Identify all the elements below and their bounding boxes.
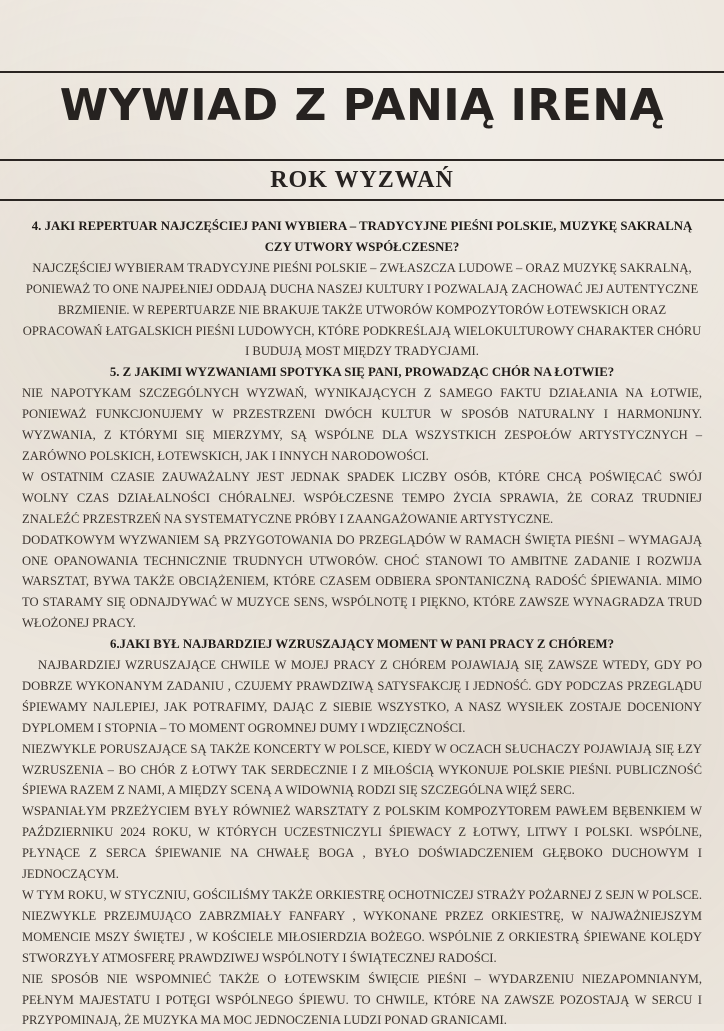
question-heading: 6.JAKI BYŁ NAJBARDZIEJ WZRUSZAJĄCY MOMENT W PANI PRACY Z CHÓREM? <box>109 637 615 652</box>
section-q4 <box>22 216 702 362</box>
top-rule <box>0 71 724 73</box>
question-heading: 5. Z JAKIMI WYZWANIAMI SPOTYKA SIĘ PANI, PROWADZĄC CHÓR NA ŁOTWIE? <box>109 365 615 380</box>
question-heading: 4. JAKI REPERTUAR NAJCZĘŚCIEJ PANI WYBIERA – TRADYCYJNE PIEŚNI POLSKIE, MUZYKĘ SAKRALNĄ CZY UTWORY WSPÓŁCZESNE? <box>31 219 693 254</box>
section-q5 <box>22 362 702 634</box>
answer-paragraph: NAJCZĘŚCIEJ WYBIERAM TRADYCYJNE PIEŚNI POLSKIE – ZWŁASZCZA LUDOWE – ORAZ MUZYKĘ SAKRALNĄ, PONIEWAŻ TO ONE NAJPEŁNIEJ ODDAJĄ DUCHA NASZEJ KULTURY I POZWALAJĄ ZACHOWAĆ JEJ AUTENTYCZNE BRZMIENIE. W REPERTUARZE NIE BRAKUJE TAKŻE UTWORÓW KOMPOZYTORÓW ŁOTEWSKICH ORAZ OPRACOWAŃ ŁATGALSKICH PIEŚNI LUDOWYCH, KTÓRE PODKREŚLAJĄ WIELOKULTUROWY CHARAKTER CHÓRU I BUDUJĄ MOST MIĘDZY TRADYCJAMI. <box>22 260 702 359</box>
answer-paragraph: NIEZWYKLE PORUSZAJĄCE SĄ TAKŻE KONCERTY W POLSCE, KIEDY W OCZACH SŁUCHACZY POJAWIAJĄ SIĘ ŁZY WZRUSZENIA – BO CHÓR Z ŁOTWY TAK SERDECZNIE I Z MIŁOŚCIĄ WYKONUJE POLSKIE PIEŚNI. PUBLICZNOŚĆ ŚPIEWA RAZEM Z NAMI, A MIĘDZY SCENĄ A WIDOWNIĄ RODZI SIĘ SZCZEGÓLNA WIĘŹ SERC. <box>22 741 702 798</box>
section-q6 <box>22 634 702 1031</box>
page-title: WYWIAD Z PANIĄ IRENĄ <box>59 80 665 131</box>
answer-paragraph: WSPANIAŁYM PRZEŻYCIEM BYŁY RÓWNIEŻ WARSZTATY Z POLSKIM KOMPOZYTOREM PAWŁEM BĘBENKIEM W PAŹDZIERNIKU 2024 ROKU, W KTÓRYCH UCZESTNICZYLI ŚPIEWACY Z ŁOTWY, LITWY I POLSKI. WSPÓLNE, PŁYNĄCE Z SERCA ŚPIEWANIE NA CHWAŁĘ BOGA , BYŁO DOŚWIADCZENIEM GŁĘBOKO DUCHOWYM I JEDNOCZĄCYM. <box>22 804 702 882</box>
answer-paragraph: NAJBARDZIEJ WZRUSZAJĄCE CHWILE W MOJEJ PRACY Z CHÓREM POJAWIAJĄ SIĘ ZAWSZE WTEDY, GDY PO DOBRZE WYKONANYM ZADANIU , CZUJEMY PRAWDZIWĄ SATYSFAKCJĘ I JEDNOŚĆ. GDY PODCZAS PRZEGLĄDU ŚPIEWAMY NAJLEPIEJ, JAK POTRAFIMY, DAJĄC Z SIEBIE WSZYSTKO, A NASZ WYSIŁEK ZOSTAJE DOCENIONY DYPLOMEM I STOPNIA – TO MOMENT OGROMNEJ DUMY I WDZIĘCZNOŚCI. <box>22 658 702 735</box>
answer-paragraph: DODATKOWYM WYZWANIEM SĄ PRZYGOTOWANIA DO PRZEGLĄDÓW W RAMACH ŚWIĘTA PIEŚNI – WYMAGAJĄ ONE OPANOWANIA TECHNICZNIE TRUDNYCH UTWORÓW. CHOĆ STANOWI TO AMBITNE ZADANIE I ROZWIJA WARSZTAT, BYWA TAKŻE OBCIĄŻENIEM, KTÓRE CZASEM ODBIERA SPONTANICZNĄ RADOŚĆ ŚPIEWANIA. MIMO TO STARAMY SIĘ ODNAJDYWAĆ W MUZYCE SENS, WSPÓLNOTĘ I PIĘKNO, KTÓRE ZAWSZE WYNAGRADZA TRUD WŁOŻONEJ PRACY. <box>22 532 702 631</box>
answer-paragraph: NIE NAPOTYKAM SZCZEGÓLNYCH WYZWAŃ, WYNIKAJĄCYCH Z SAMEGO FAKTU DZIAŁANIA NA ŁOTWIE, PONIEWAŻ FUNKCJONUJEMY W PRZESTRZENI DWÓCH KULTUR W SPOSÓB NATURALNY I HARMONIJNY. WYZWANIA, Z KTÓRYMI SIĘ MIERZYMY, SĄ WSPÓLNE DLA WSZYSTKICH ZESPOŁÓW ARTYSTYCZNYCH – ZARÓWNO POLSKICH, ŁOTEWSKICH, JAK I INNYCH NARODOWOŚCI. <box>22 386 702 463</box>
title-rule <box>0 159 724 161</box>
answer-paragraph: W OSTATNIM CZASIE ZAUWAŻALNY JEST JEDNAK SPADEK LICZBY OSÓB, KTÓRE CHCĄ POŚWIĘCAĆ SWÓJ WOLNY CZAS DZIAŁALNOŚCI CHÓRALNEJ. WSPÓŁCZESNE TEMPO ŻYCIA SPRAWIA, ŻE CORAZ TRUDNIEJ ZNALEŹĆ PRZESTRZEŃ NA SYSTEMATYCZNE PRÓBY I ZAANGAŻOWANIE ARTYSTYCZNE. <box>22 469 702 526</box>
answer-paragraph: W TYM ROKU, W STYCZNIU, GOŚCILIŚMY TAKŻE ORKIESTRĘ OCHOTNICZEJ STRAŻY POŻARNEJ Z SEJN W POLSCE. NIEZWYKLE PRZEJMUJĄCO ZABRZMIAŁY FANFARY , WYKONANE PRZEZ ORKIESTRĘ, W NAJWAŻNIEJSZYM MOMENCIE MSZY ŚWIĘTEJ , W KOŚCIELE MIŁOSIERDZIA BOŻEGO. WSPÓLNIE Z ORKIESTRĄ ŚPIEWANE KOLĘDY STWORZYŁY ATMOSFERĘ PRAWDZIWEJ WSPÓLNOTY I ŚWIĄTECZNEJ RADOŚCI. <box>22 888 702 965</box>
page-subtitle: ROK WYZWAŃ <box>270 167 454 193</box>
article-body <box>22 216 702 1031</box>
subtitle-rule <box>0 199 724 201</box>
answer-paragraph: NIE SPOSÓB NIE WSPOMNIEĆ TAKŻE O ŁOTEWSKIM ŚWIĘCIE PIEŚNI – WYDARZENIU NIEZAPOMNIANYM, PEŁNYM MAJESTATU I POTĘGI WSPÓLNEGO ŚPIEWU. TO CHWILE, KTÓRE NA ZAWSZE POZOSTAJĄ W SERCU I PRZYPOMINAJĄ, ŻE MUZYKA MA MOC JEDNOCZENIA LUDZI PONAD GRANICAMI. <box>22 971 702 1028</box>
